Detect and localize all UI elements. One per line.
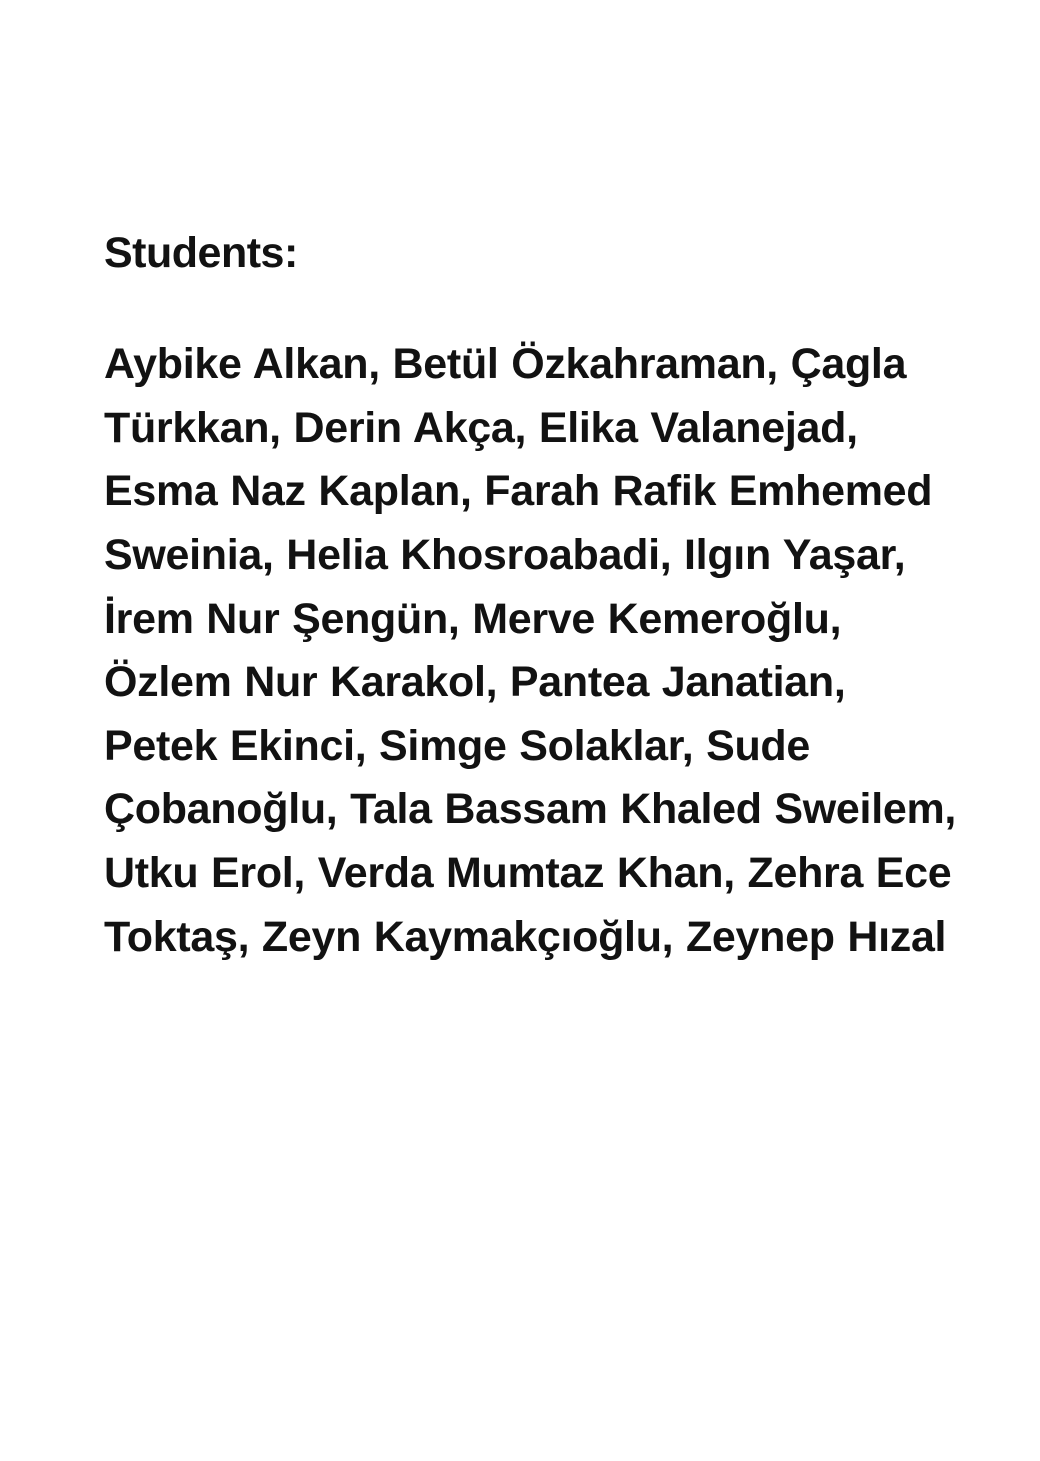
students-heading: Students:: [104, 229, 298, 277]
document-content: [104, 229, 960, 969]
heading-spacer: [104, 275, 960, 333]
students-name-list: Aybike Alkan, Betül Özkahraman, Çagla Türkkan, Derin Akça, Elika Valanejad, Esma Naz Kaplan, Farah Rafik Emhemed Sweinia, Helia Khosroabadi, Ilgın Yaşar, İrem Nur Şengün, Merve Kemeroğlu, Özlem Nur Karakol, Pantea Janatian, Petek Ekinci, Simge Solaklar, Sude Çobanoğlu, Tala Bassam Khaled Sweilem, Utku Erol, Verda Mumtaz Khan, Zehra Ece Toktaş, Zeyn Kaymakçıoğlu, Zeynep Hızal: [104, 340, 957, 961]
